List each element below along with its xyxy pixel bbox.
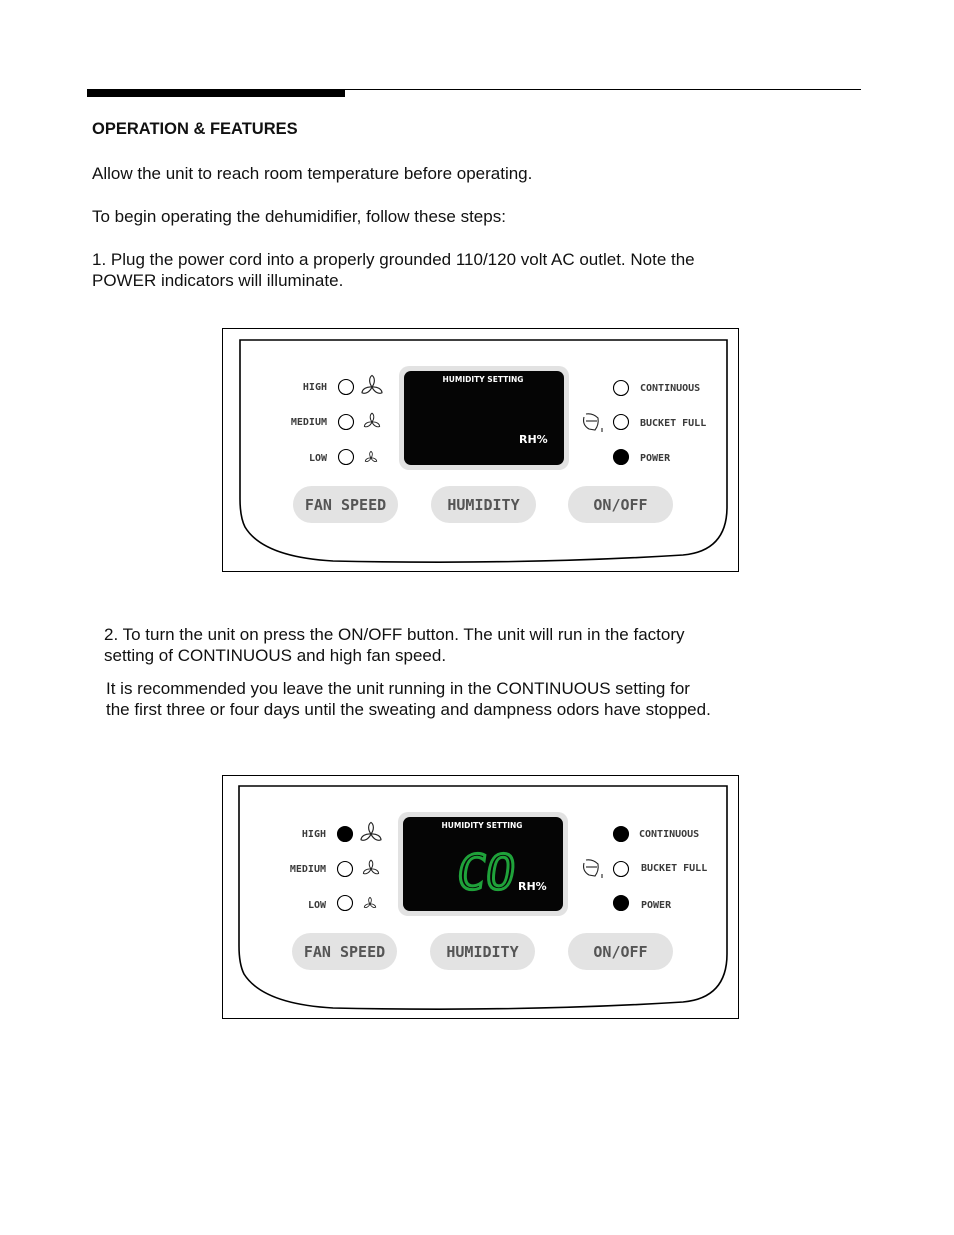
- power-label: POWER: [641, 900, 672, 911]
- high-led: [338, 827, 353, 842]
- medium-label: MEDIUM: [289, 864, 326, 875]
- paragraph-step2-line2: setting of CONTINUOUS and high fan speed.: [104, 646, 447, 665]
- continuous-label: CONTINUOUS: [639, 829, 700, 840]
- on-off-button[interactable]: [568, 486, 673, 523]
- high-label: HIGH: [301, 829, 326, 840]
- humidity-button-label: HUMIDITY: [446, 943, 519, 961]
- fan-medium-icon: [363, 413, 380, 428]
- high-label: HIGH: [302, 382, 327, 393]
- medium-label: MEDIUM: [290, 417, 327, 428]
- fan-low-icon: [364, 897, 377, 908]
- paragraph-recommendation-line2: the first three or four days until the sweating and dampness odors have stopped.: [106, 700, 711, 719]
- section-heading: OPERATION & FEATURES: [92, 120, 298, 138]
- bucket-full-label: BUCKET FULL: [640, 418, 707, 429]
- bucket-icon: [584, 414, 602, 432]
- low-label: LOW: [307, 900, 326, 911]
- bucket-full-led: [614, 862, 629, 877]
- continuous-label: CONTINUOUS: [640, 383, 701, 394]
- humidity-button[interactable]: [431, 486, 536, 523]
- continuous-led: [614, 381, 629, 396]
- fan-speed-button[interactable]: [293, 486, 398, 523]
- display-value: CO: [453, 845, 519, 901]
- fan-speed-button-label: FAN SPEED: [304, 496, 387, 514]
- humidity-button-label: HUMIDITY: [447, 496, 520, 514]
- paragraph-step1-line2: POWER indicators will illuminate.: [92, 271, 344, 290]
- paragraph-recommendation-line1: It is recommended you leave the unit running in the CONTINUOUS setting for: [106, 679, 690, 698]
- low-label: LOW: [308, 453, 327, 464]
- power-label: POWER: [640, 453, 671, 464]
- bucket-full-label: BUCKET FULL: [641, 863, 708, 874]
- fan-high-icon: [361, 375, 383, 394]
- fan-medium-icon: [362, 860, 379, 875]
- humidity-display: [404, 371, 564, 465]
- medium-led: [339, 415, 354, 430]
- header-rule-thick: [87, 89, 345, 97]
- power-led: [614, 450, 629, 465]
- bucket-full-led: [614, 415, 629, 430]
- control-panel-figure-2: [222, 775, 739, 1019]
- continuous-led: [614, 827, 629, 842]
- control-panel-figure-1: [222, 328, 739, 572]
- display-title: HUMIDITY SETTING: [441, 821, 523, 830]
- fan-high-icon: [360, 822, 382, 841]
- display-title: HUMIDITY SETTING: [442, 375, 524, 384]
- on-off-button-label: ON/OFF: [593, 943, 648, 961]
- medium-led: [338, 862, 353, 877]
- humidity-button[interactable]: [430, 933, 535, 970]
- on-off-button-label: ON/OFF: [593, 496, 648, 514]
- power-led: [614, 896, 629, 911]
- fan-speed-button[interactable]: [292, 933, 397, 970]
- high-led: [339, 380, 354, 395]
- paragraph-step1-line1: 1. Plug the power cord into a properly grounded 110/120 volt AC outlet. Note the: [92, 250, 695, 269]
- paragraph-begin-steps: To begin operating the dehumidifier, follow these steps:: [92, 207, 506, 226]
- bucket-icon: [584, 860, 602, 878]
- paragraph-room-temperature: Allow the unit to reach room temperature before operating.: [92, 164, 533, 183]
- display-unit: RH%: [518, 880, 547, 893]
- fan-low-icon: [365, 451, 378, 462]
- fan-speed-button-label: FAN SPEED: [303, 943, 386, 961]
- low-led: [338, 896, 353, 911]
- low-led: [339, 450, 354, 465]
- paragraph-step2-line1: 2. To turn the unit on press the ON/OFF button. The unit will run in the factory: [104, 625, 685, 644]
- on-off-button[interactable]: [568, 933, 673, 970]
- header-rule-thin: [345, 89, 861, 90]
- display-unit: RH%: [519, 433, 548, 446]
